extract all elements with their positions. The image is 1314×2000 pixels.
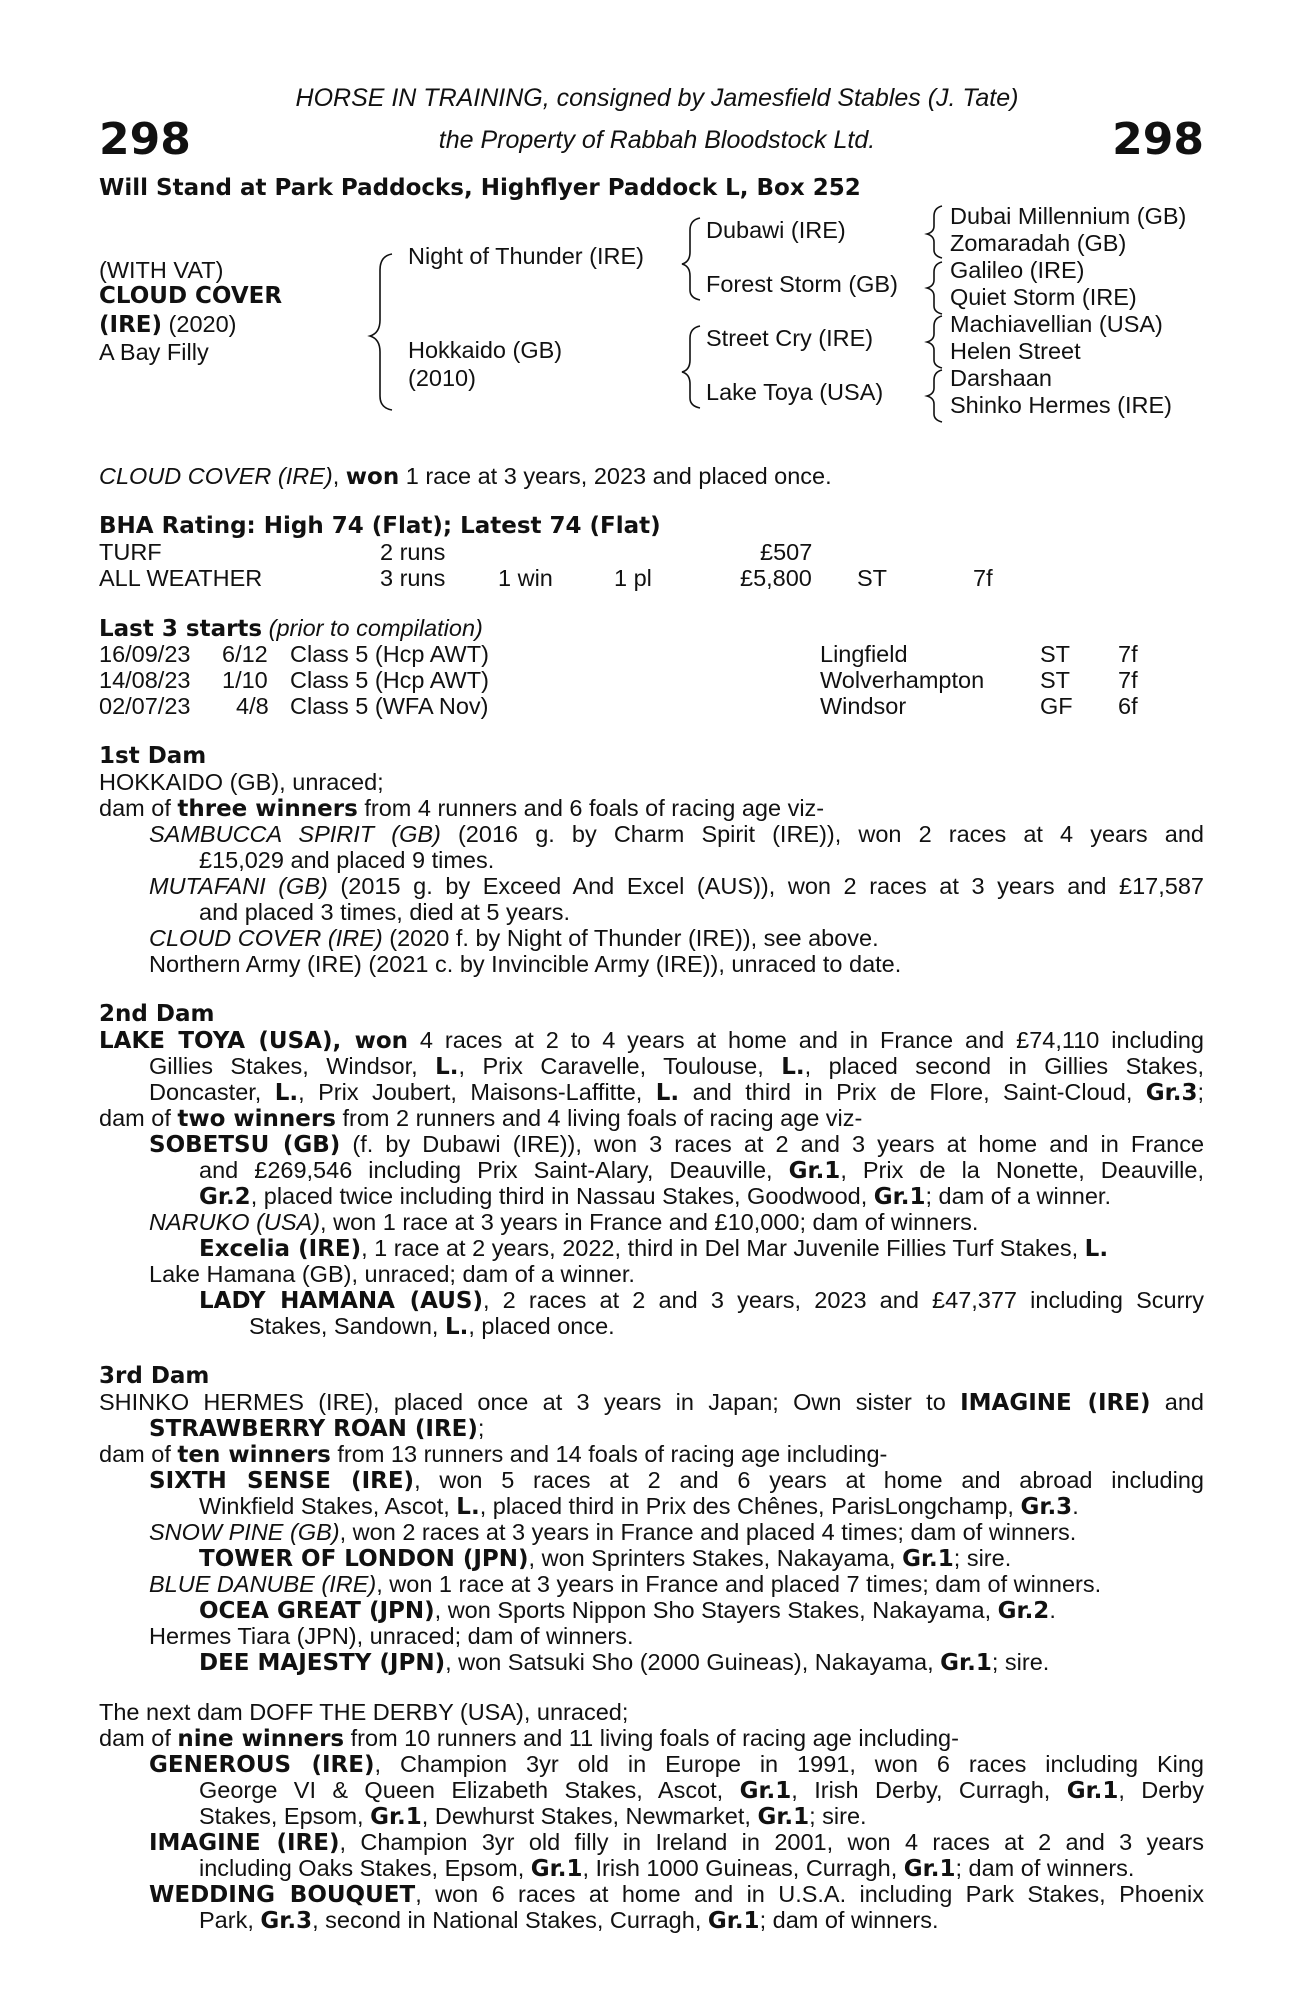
produce-sobetsu-cont — [199, 1158, 1204, 1184]
produce-lady-hamana-cont — [249, 1314, 1204, 1340]
start-date: 16/09/23 — [99, 641, 191, 667]
grade: Gr.3 — [1020, 1494, 1073, 1520]
grade: Gr.1 — [707, 1908, 760, 1934]
produce-name: DEE MAJESTY (JPN) — [199, 1650, 446, 1676]
text: , won 1 race at 3 years in France and £10,000; dam of winners. — [320, 1209, 979, 1235]
text: including Oaks Stakes, Epsom, — [199, 1855, 531, 1881]
second-dam-heading: 2nd Dam — [99, 1001, 215, 1027]
produce-name: Excelia (IRE) — [199, 1236, 362, 1262]
text: , Derby — [1118, 1777, 1204, 1803]
text: from 2 runners and 4 living foals of racing age viz- — [335, 1105, 863, 1131]
pedigree-ssd: Zomaradah (GB) — [950, 230, 1127, 256]
grade: L. — [1084, 1236, 1109, 1262]
last-starts-title: Last 3 starts — [99, 616, 263, 642]
produce-hermes-tiara: Hermes Tiara (JPN), unraced; dam of winners. — [149, 1623, 634, 1649]
pedigree-dam-year: (2010) — [408, 365, 476, 391]
start-course: Wolverhampton — [820, 667, 985, 693]
produce-tower-of-london — [199, 1546, 1204, 1572]
rating-aw-surface: ALL WEATHER — [99, 565, 263, 591]
vat-note: (WITH VAT) — [99, 257, 224, 283]
text: ; sire. — [953, 1545, 1012, 1571]
produce-name: BLUE DANUBE (IRE) — [149, 1571, 377, 1597]
pedigree-dds: Darshaan — [950, 365, 1052, 391]
pedigree-sss: Dubai Millennium (GB) — [950, 203, 1187, 229]
bha-rating: BHA Rating: High 74 (Flat); Latest 74 (Flat) — [99, 513, 661, 539]
produce-sixth-sense-cont — [199, 1494, 1204, 1520]
text: , Champion 3yr old in Europe in 1991, won 6 races including King — [374, 1751, 1204, 1777]
produce-name: WEDDING BOUQUET — [149, 1882, 416, 1908]
grade: L. — [435, 1054, 459, 1080]
third-dam-line1 — [99, 1390, 1204, 1416]
last-starts-heading — [99, 616, 483, 643]
text: , won Sprinters Stakes, Nakayama, — [528, 1545, 903, 1571]
text: , placed once. — [468, 1313, 615, 1339]
produce-naruko — [149, 1210, 1204, 1236]
produce-mutafani-cont: and placed 3 times, died at 5 years. — [199, 899, 570, 925]
third-dam-line2 — [149, 1416, 1204, 1442]
text: , second in National Stakes, Curragh, — [312, 1907, 708, 1933]
text: , placed third in Prix des Chênes, ParisLongchamp, — [479, 1493, 1021, 1519]
text: from 4 runners and 6 foals of racing age viz- — [357, 795, 825, 821]
start-course: Windsor — [820, 693, 907, 719]
produce-snow-pine — [149, 1520, 1204, 1546]
grade: L. — [456, 1494, 480, 1520]
text: George VI & Queen Elizabeth Stakes, Ascot, — [199, 1777, 740, 1803]
pedigree-ddd: Shinko Hermes (IRE) — [950, 392, 1172, 418]
start-date: 14/08/23 — [99, 667, 191, 693]
text: , won 1 race at 3 years in France and placed 7 times; dam of winners. — [376, 1571, 1102, 1597]
rating-aw-placed: 1 pl — [614, 565, 652, 591]
produce-name: OCEA GREAT (JPN) — [199, 1598, 435, 1624]
consignor-line: HORSE IN TRAINING, consigned by Jamesfield Stables (J. Tate) — [295, 84, 1019, 112]
horse-year: (2020) — [162, 311, 237, 337]
text: , Irish 1000 Guineas, Curragh, — [582, 1855, 904, 1881]
text: 4 races at 2 to 4 years at home and in France and £74,110 including — [408, 1027, 1204, 1053]
grade: Gr.1 — [530, 1856, 583, 1882]
winner-count: ten winners — [177, 1442, 331, 1468]
pedigree-dam: Hokkaido (GB) — [408, 337, 563, 363]
produce-blue-danube — [149, 1572, 1204, 1598]
second-dam-line2 — [149, 1054, 1204, 1080]
text: dam of — [99, 1725, 178, 1751]
produce-ocea-great — [199, 1598, 1204, 1624]
produce-generous-cont — [199, 1778, 1204, 1804]
text: , Prix Joubert, Maisons-Laffitte, — [298, 1079, 656, 1105]
produce-name: MUTAFANI (GB) — [149, 873, 328, 899]
produce-dee-majesty — [199, 1650, 1204, 1676]
rating-turf-runs: 2 runs — [380, 539, 446, 565]
produce-name: NARUKO (USA) — [149, 1209, 321, 1235]
start-pos: 4/8 — [236, 693, 269, 719]
text: dam of — [99, 1441, 178, 1467]
text: from 13 runners and 14 foals of racing age including- — [330, 1441, 888, 1467]
rating-turf-prize: £507 — [760, 539, 813, 565]
text: and £269,546 including Prix Saint-Alary, Deauville, — [199, 1157, 789, 1183]
last-starts-note: (prior to compilation) — [262, 615, 483, 641]
summary-won: won — [345, 464, 400, 490]
relative-name: IMAGINE (IRE) — [960, 1390, 1151, 1416]
produce-sobetsu-cont2 — [199, 1184, 1204, 1210]
text: , won 6 races at home and in U.S.A. including Park Stakes, Phoenix — [415, 1881, 1205, 1907]
first-dam-heading: 1st Dam — [99, 743, 207, 769]
text: , won 5 races at 2 and 6 years at home and abroad including — [414, 1467, 1204, 1493]
produce-name: LADY HAMANA (AUS) — [199, 1288, 483, 1314]
produce-northern-army: Northern Army (IRE) (2021 c. by Invincible Army (IRE)), unraced to date. — [149, 951, 902, 977]
relative-name: STRAWBERRY ROAN (IRE) — [149, 1416, 478, 1442]
text: from 10 runners and 11 living foals of racing age including- — [344, 1725, 959, 1751]
text: and third in Prix de Flore, Saint-Cloud, — [679, 1079, 1146, 1105]
start-dist: 7f — [1118, 641, 1138, 667]
start-dist: 6f — [1118, 693, 1138, 719]
text: Stakes, Epsom, — [199, 1803, 371, 1829]
grade: L. — [655, 1080, 680, 1106]
text: Park, — [199, 1907, 261, 1933]
lot-number-left: 298 — [99, 114, 191, 165]
start-going: ST — [1040, 641, 1071, 667]
produce-sobetsu — [149, 1132, 1204, 1158]
grade: Gr.1 — [788, 1158, 841, 1184]
produce-name: GENEROUS (IRE) — [149, 1752, 375, 1778]
text: , won Sports Nippon Sho Stayers Stakes, Nakayama, — [434, 1597, 998, 1623]
grade: Gr.1 — [1066, 1778, 1119, 1804]
start-race: Class 5 (WFA Nov) — [290, 693, 489, 719]
produce-sambucca — [149, 822, 1204, 848]
text: (2015 g. by Exceed And Excel (AUS)), won 2 races at 3 years and £17,587 — [327, 873, 1204, 899]
grade: Gr.1 — [902, 1546, 954, 1572]
winner-count: nine winners — [177, 1726, 345, 1752]
grade: Gr.1 — [873, 1184, 926, 1210]
rating-aw-dist: 7f — [973, 565, 993, 591]
pedigree-sire: Night of Thunder (IRE) — [408, 243, 644, 269]
first-dam-line: HOKKAIDO (GB), unraced; — [99, 769, 384, 795]
produce-imagine — [149, 1830, 1204, 1856]
text: ; sire. — [809, 1803, 867, 1829]
text: ; dam of a winner. — [925, 1183, 1111, 1209]
text: . — [1072, 1493, 1079, 1519]
text: (2016 g. by Charm Spirit (IRE)), won 2 races at 4 years and — [440, 821, 1204, 847]
text: . — [1049, 1597, 1056, 1623]
pedigree-sdd: Quiet Storm (IRE) — [950, 284, 1137, 310]
produce-name: SIXTH SENSE (IRE) — [149, 1468, 415, 1494]
start-race: Class 5 (Hcp AWT) — [290, 641, 489, 667]
start-pos: 1/10 — [222, 667, 268, 693]
start-going: ST — [1040, 667, 1071, 693]
produce-sixth-sense — [149, 1468, 1204, 1494]
produce-name: TOWER OF LONDON (JPN) — [199, 1546, 529, 1572]
produce-name: CLOUD COVER (IRE) — [149, 925, 383, 951]
text: ; sire. — [991, 1649, 1050, 1675]
grade: Gr.1 — [370, 1804, 422, 1830]
text: , Prix de la Nonette, Deauville, — [840, 1157, 1204, 1183]
pedigree-dsd: Helen Street — [950, 338, 1081, 364]
grade: Gr.2 — [997, 1598, 1050, 1624]
next-dam-line: The next dam DOFF THE DERBY (USA), unraced; — [99, 1699, 629, 1725]
pedigree-dss: Machiavellian (USA) — [950, 311, 1163, 337]
horse-country: (IRE) — [99, 312, 163, 338]
produce-lady-hamana — [199, 1288, 1204, 1314]
text: , Dewhurst Stakes, Newmarket, — [421, 1803, 758, 1829]
produce-excelia — [199, 1236, 1204, 1262]
start-race: Class 5 (Hcp AWT) — [290, 667, 489, 693]
produce-wedding-bouquet — [149, 1882, 1204, 1908]
rating-aw-prize: £5,800 — [740, 565, 812, 591]
summary-name: CLOUD COVER (IRE) — [99, 463, 333, 489]
property-line: the Property of Rabbah Bloodstock Ltd. — [438, 126, 876, 154]
dam-name: LAKE TOYA (USA), won — [99, 1028, 409, 1054]
grade: Gr.3 — [1145, 1080, 1198, 1106]
grade: L. — [274, 1080, 299, 1106]
text: (f. by Dubawi (IRE)), won 3 races at 2 and 3 years at home and in France — [340, 1131, 1205, 1157]
race-summary: CLOUD COVER (IRE), won 1 race at 3 years, 2023 and placed once. — [99, 463, 832, 490]
text: Stakes, Sandown, — [249, 1313, 445, 1339]
pedigree-sire-dam: Forest Storm (GB) — [706, 271, 898, 297]
grade: Gr.1 — [757, 1804, 810, 1830]
pedigree-sire-sire: Dubawi (IRE) — [706, 217, 846, 243]
text: ; dam of winners. — [759, 1907, 939, 1933]
produce-wedding-bouquet-cont — [199, 1908, 1204, 1934]
text: , placed twice including third in Nassau Stakes, Goodwood, — [250, 1183, 874, 1209]
rating-aw-going: ST — [857, 565, 888, 591]
text: ; — [477, 1415, 485, 1441]
produce-name: IMAGINE (IRE) — [149, 1830, 340, 1856]
text: , 2 races at 2 and 3 years, 2023 and £47,377 including Scurry — [482, 1287, 1204, 1313]
second-dam-line1 — [99, 1028, 1204, 1054]
pedigree-dam-dam: Lake Toya (USA) — [706, 379, 884, 405]
pedigree-dam-sire: Street Cry (IRE) — [706, 325, 874, 351]
text: , Champion 3yr old filly in Ireland in 2001, won 4 races at 2 and 3 years — [339, 1829, 1205, 1855]
text: Winkfield Stakes, Ascot, — [199, 1493, 457, 1519]
text: , 1 race at 2 years, 2022, third in Del Mar Juvenile Fillies Turf Stakes, — [361, 1235, 1085, 1261]
text: dam of — [99, 1105, 178, 1131]
stabling-location: Will Stand at Park Paddocks, Highflyer Paddock L, Box 252 — [99, 175, 861, 201]
grade: L. — [444, 1314, 469, 1340]
start-course: Lingfield — [820, 641, 908, 667]
second-dam-produce — [99, 1106, 1204, 1132]
grade: Gr.1 — [739, 1778, 792, 1804]
text: (2020 f. by Night of Thunder (IRE)), see above. — [382, 925, 879, 951]
winner-count: three winners — [177, 796, 358, 822]
third-dam-heading: 3rd Dam — [99, 1363, 210, 1389]
third-dam-produce — [99, 1442, 1204, 1468]
start-going: GF — [1040, 693, 1073, 719]
winner-count: two winners — [177, 1106, 336, 1132]
grade: Gr.3 — [260, 1908, 313, 1934]
second-dam-line3 — [149, 1080, 1204, 1106]
text: SHINKO HERMES (IRE), placed once at 3 years in Japan; Own sister to — [99, 1389, 961, 1415]
grade: Gr.1 — [903, 1856, 956, 1882]
produce-name: SAMBUCCA SPIRIT (GB) — [149, 821, 441, 847]
text: ; dam of winners. — [955, 1855, 1135, 1881]
rating-aw-runs: 3 runs — [380, 565, 446, 591]
grade: Gr.2 — [199, 1184, 251, 1210]
text: , won Satsuki Sho (2000 Guineas), Nakayama, — [445, 1649, 941, 1675]
horse-description: A Bay Filly — [99, 339, 209, 365]
produce-sambucca-cont: £15,029 and placed 9 times. — [199, 847, 495, 873]
next-dam-produce — [99, 1726, 1204, 1752]
produce-generous-cont2 — [199, 1804, 1204, 1830]
text: , Prix Caravelle, Toulouse, — [458, 1053, 782, 1079]
text: Gillies Stakes, Windsor, — [149, 1053, 436, 1079]
text: Doncaster, — [149, 1079, 275, 1105]
text: , placed second in Gillies Stakes, — [804, 1053, 1204, 1079]
first-dam-produce — [99, 796, 1204, 822]
produce-name: SOBETSU (GB) — [149, 1132, 341, 1158]
produce-imagine-cont — [199, 1856, 1204, 1882]
start-pos: 6/12 — [222, 641, 268, 667]
produce-mutafani — [149, 874, 1204, 900]
start-dist: 7f — [1118, 667, 1138, 693]
grade: L. — [781, 1054, 805, 1080]
text: and — [1150, 1389, 1205, 1415]
start-date: 02/07/23 — [99, 693, 191, 719]
rating-turf-surface: TURF — [99, 539, 162, 565]
pedigree-sds: Galileo (IRE) — [950, 257, 1085, 283]
horse-name: CLOUD COVER — [99, 283, 283, 309]
grade: Gr.1 — [940, 1650, 992, 1676]
produce-generous — [149, 1752, 1204, 1778]
lot-number-right: 298 — [1112, 114, 1204, 165]
rating-aw-wins: 1 win — [498, 565, 553, 591]
text: ; — [1197, 1079, 1204, 1105]
text: , Irish Derby, Curragh, — [791, 1777, 1067, 1803]
text: , won 2 races at 3 years in France and placed 4 times; dam of winners. — [339, 1519, 1077, 1545]
text: dam of — [99, 795, 178, 821]
summary-rest: 1 race at 3 years, 2023 and placed once. — [399, 463, 832, 489]
produce-cloud-cover — [149, 926, 1204, 952]
produce-lake-hamana: Lake Hamana (GB), unraced; dam of a winner. — [149, 1261, 635, 1287]
produce-name: SNOW PINE (GB) — [149, 1519, 340, 1545]
